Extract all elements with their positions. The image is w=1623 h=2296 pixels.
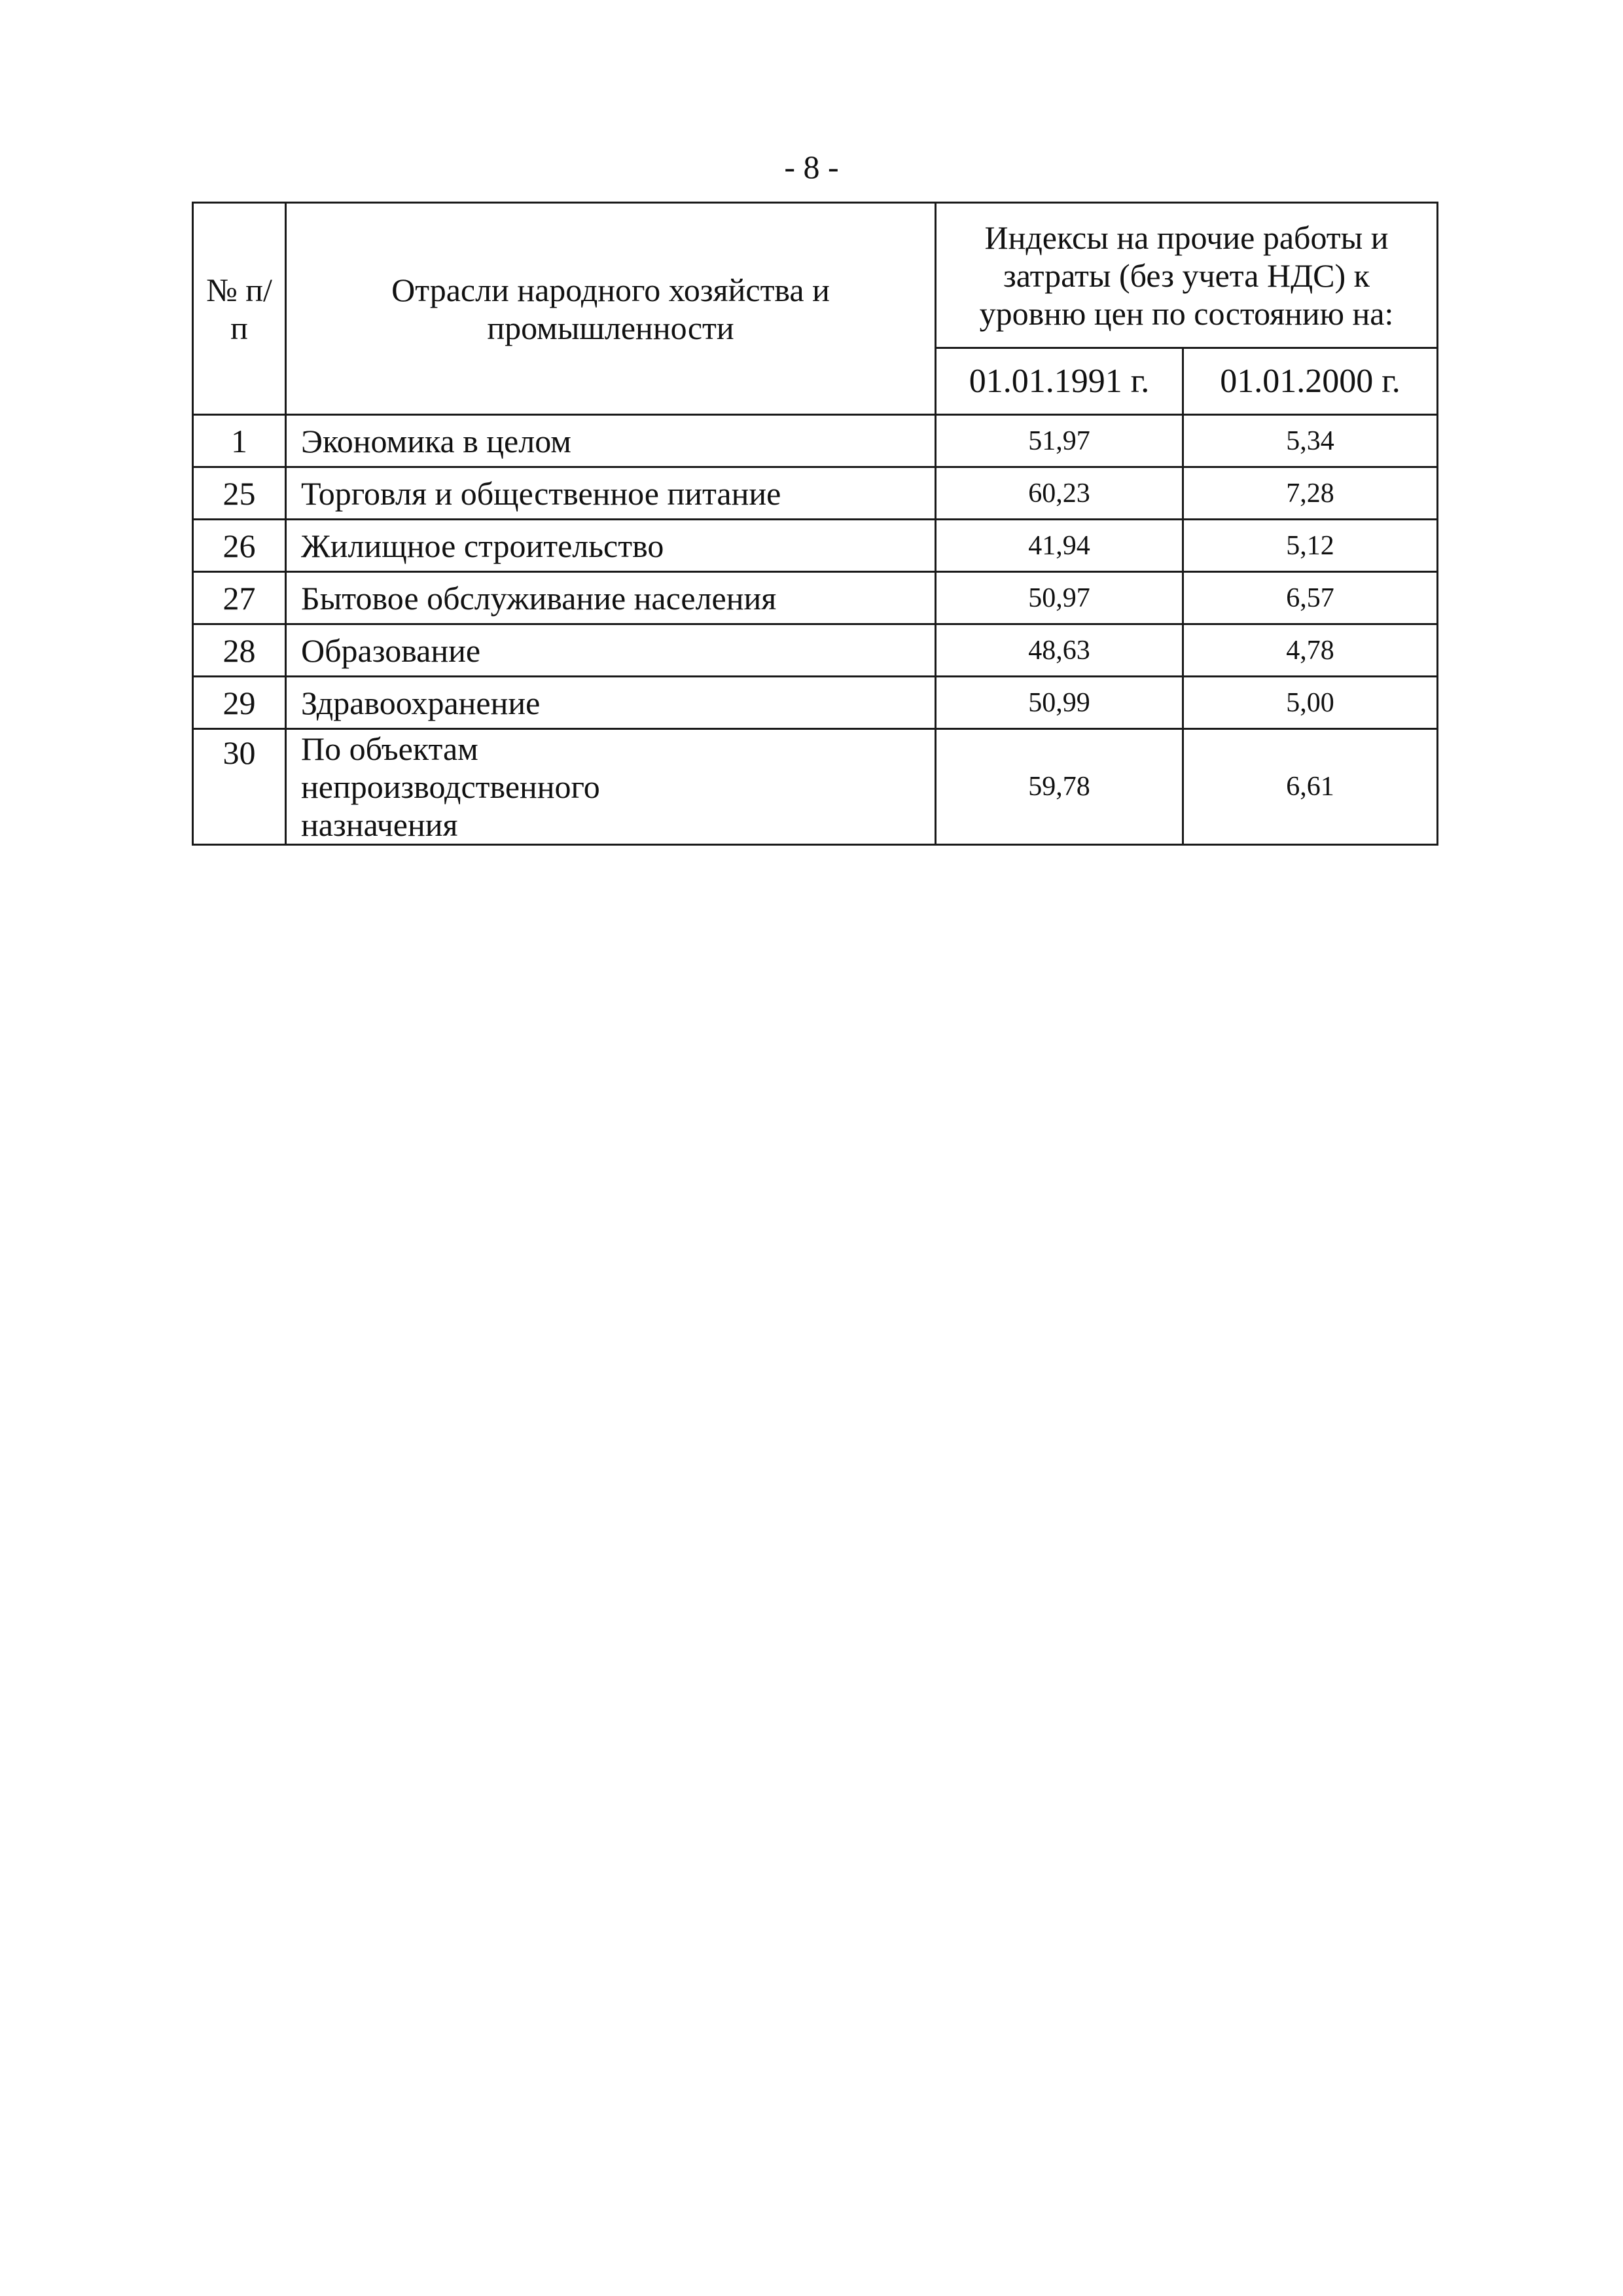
row-num: 30 [193,729,286,845]
row-num: 26 [193,520,286,572]
header-date-2000: 01.01.2000 г. [1183,348,1438,415]
header-num: № п/п [193,203,286,415]
row-num: 29 [193,677,286,729]
row-value-1991: 48,63 [936,624,1183,677]
row-num: 1 [193,415,286,467]
row-name: Жилищное строительство [286,520,936,572]
header-indices-group: Индексы на прочие работы и затраты (без учета НДС) к уровню цен по состоянию на: [936,203,1438,348]
row-value-1991: 60,23 [936,467,1183,520]
table-row [193,624,1438,677]
row-value-2000: 4,78 [1183,624,1438,677]
table-row [193,467,1438,520]
row-value-2000: 6,57 [1183,572,1438,624]
header-date-1991: 01.01.1991 г. [936,348,1183,415]
row-value-2000: 5,34 [1183,415,1438,467]
header-row [193,203,1438,348]
row-name: Бытовое обслуживание населения [286,572,936,624]
row-name: Торговля и общественное питание [286,467,936,520]
row-value-2000: 5,12 [1183,520,1438,572]
page-number: - 8 - [784,149,839,185]
row-value-2000: 5,00 [1183,677,1438,729]
row-num: 27 [193,572,286,624]
row-value-1991: 41,94 [936,520,1183,572]
table-row [193,415,1438,467]
indices-table [192,202,1438,846]
row-value-1991: 59,78 [936,729,1183,845]
table-row [193,729,1438,845]
row-num: 25 [193,467,286,520]
row-name: По объектам непроизводственного назначения [286,729,936,845]
table-row [193,520,1438,572]
row-value-1991: 51,97 [936,415,1183,467]
row-value-1991: 50,99 [936,677,1183,729]
row-name: Образование [286,624,936,677]
row-value-1991: 50,97 [936,572,1183,624]
row-name: Экономика в целом [286,415,936,467]
row-value-2000: 7,28 [1183,467,1438,520]
row-num: 28 [193,624,286,677]
header-branch: Отрасли народного хозяйства и промышленности [286,203,936,415]
row-value-2000: 6,61 [1183,729,1438,845]
row-name: Здравоохранение [286,677,936,729]
table-row [193,677,1438,729]
table-row [193,572,1438,624]
